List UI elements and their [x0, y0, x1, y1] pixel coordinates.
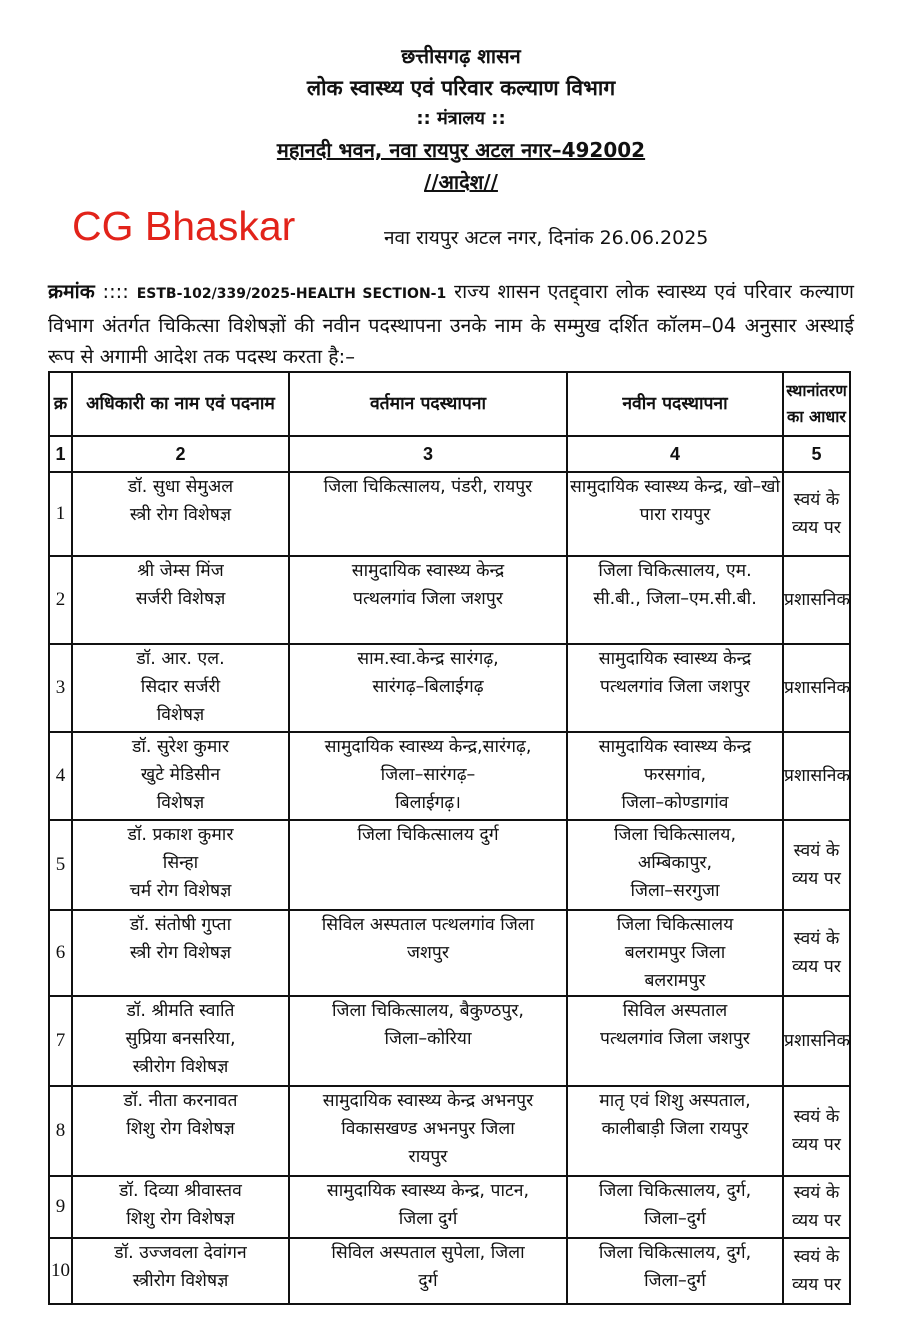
transfer-basis: स्वयं के व्यय पर [783, 1086, 850, 1176]
row-serial-number: 8 [49, 1086, 72, 1176]
current-posting: साम.स्वा.केन्द्र सारंगढ़, सारंगढ़–बिलाईगढ़ [289, 644, 567, 732]
transfer-basis: स्वयं के व्यय पर [783, 910, 850, 996]
current-posting: जिला चिकित्सालय, पंडरी, रायपुर [289, 472, 567, 556]
current-posting: सामुदायिक स्वास्थ्य केन्द्र, पाटन, जिला दुर्ग [289, 1176, 567, 1238]
transfer-basis: प्रशासनिक [783, 556, 850, 644]
watermark-brand: CG Bhaskar [72, 203, 296, 249]
row-serial-number: 5 [49, 820, 72, 910]
new-posting: सामुदायिक स्वास्थ्य केन्द्र पत्थलगांव जिला जशपुर [567, 644, 783, 732]
transfer-basis: प्रशासनिक [783, 996, 850, 1086]
table-row [49, 732, 850, 820]
colnum-1: 1 [49, 436, 72, 472]
current-posting: सिविल अस्पताल सुपेला, जिला दुर्ग [289, 1238, 567, 1304]
colnum-3: 3 [289, 436, 567, 472]
transfer-basis: प्रशासनिक [783, 732, 850, 820]
place-date: नवा रायपुर अटल नगर, दिनांक 26.06.2025 [384, 227, 709, 249]
row-serial-number: 4 [49, 732, 72, 820]
new-posting: जिला चिकित्सालय बलरामपुर जिला बलरामपुर [567, 910, 783, 996]
ministry-title: :: मंत्रालय :: [416, 108, 506, 129]
officer-name-designation: डॉ. सुरेश कुमार खुटे मेडिसीन विशेषज्ञ [72, 732, 289, 820]
row-serial-number: 7 [49, 996, 72, 1086]
row-serial-number: 10 [49, 1238, 72, 1304]
header-transfer-basis: स्थानांतरण का आधार [783, 372, 850, 436]
row-serial-number: 3 [49, 644, 72, 732]
current-posting: सामुदायिक स्वास्थ्य केन्द्र अभनपुर विकासखण्ड अभनपुर जिला रायपुर [289, 1086, 567, 1176]
current-posting: जिला चिकित्सालय, बैकुण्ठपुर, जिला–कोरिया [289, 996, 567, 1086]
current-posting: सामुदायिक स्वास्थ्य केन्द्र पत्थलगांव जिला जशपुर [289, 556, 567, 644]
table-row [49, 472, 850, 556]
officer-name-designation: श्री जेम्स मिंज सर्जरी विशेषज्ञ [72, 556, 289, 644]
new-posting: सिविल अस्पताल पत्थलगांव जिला जशपुर [567, 996, 783, 1086]
header-sn: क्र [49, 372, 72, 436]
header-new-posting: नवीन पदस्थापना [567, 372, 783, 436]
colnum-5: 5 [783, 436, 850, 472]
table-header-row [49, 372, 850, 436]
transfer-table [48, 371, 851, 1305]
table-body [49, 472, 850, 1304]
officer-name-designation: डॉ. प्रकाश कुमार सिन्हा चर्म रोग विशेषज्ञ [72, 820, 289, 910]
new-posting: जिला चिकित्सालय, दुर्ग, जिला–दुर्ग [567, 1238, 783, 1304]
row-serial-number: 2 [49, 556, 72, 644]
new-posting: जिला चिकित्सालय, दुर्ग, जिला–दुर्ग [567, 1176, 783, 1238]
order-text: राज्य शासन एतद्द्वारा लोक स्वास्थ्य एवं परिवार कल्याण विभाग अंतर्गत चिकित्सा विशेषज्ञों की नवीन पदस्थापना उनके नाम के सम्मुख दर्शित कॉलम–04 अनुसार अस्थाई रूप से अगामी आदेश तक पदस्थ करता है:– [48, 280, 854, 368]
table-row [49, 644, 850, 732]
table-row [49, 910, 850, 996]
transfer-basis: स्वयं के व्यय पर [783, 1238, 850, 1304]
new-posting: सामुदायिक स्वास्थ्य केन्द्र फरसगांव, जिला–कोण्डागांव [567, 732, 783, 820]
officer-name-designation: डॉ. उज्जवला देवांगन स्त्रीरोग विशेषज्ञ [72, 1238, 289, 1304]
order-heading: //आदेश// [424, 170, 498, 194]
transfer-basis: प्रशासनिक [783, 644, 850, 732]
header-current-posting: वर्तमान पदस्थापना [289, 372, 567, 436]
column-number-row [49, 436, 850, 472]
new-posting: सामुदायिक स्वास्थ्य केन्द्र, खो–खो पारा रायपुर [567, 472, 783, 556]
order-paragraph [48, 276, 854, 372]
new-posting: मातृ एवं शिशु अस्पताल, कालीबाड़ी जिला रायपुर [567, 1086, 783, 1176]
transfer-basis: स्वयं के व्यय पर [783, 472, 850, 556]
order-number: ESTB-102/339/2025-HEALTH SECTION-1 [136, 286, 447, 302]
transfer-basis: स्वयं के व्यय पर [783, 1176, 850, 1238]
row-serial-number: 9 [49, 1176, 72, 1238]
table-row [49, 820, 850, 910]
department-title: लोक स्वास्थ्य एवं परिवार कल्याण विभाग [306, 76, 616, 100]
colnum-2: 2 [72, 436, 289, 472]
govt-title: छत्तीसगढ़ शासन [401, 44, 521, 68]
officer-name-designation: डॉ. संतोषी गुप्ता स्त्री रोग विशेषज्ञ [72, 910, 289, 996]
officer-name-designation: डॉ. श्रीमति स्वाति सुप्रिया बनसरिया, स्त्रीरोग विशेषज्ञ [72, 996, 289, 1086]
new-posting: जिला चिकित्सालय, अम्बिकापुर, जिला–सरगुजा [567, 820, 783, 910]
officer-name-designation: डॉ. नीता करनावत शिशु रोग विशेषज्ञ [72, 1086, 289, 1176]
table-row [49, 1238, 850, 1304]
colnum-4: 4 [567, 436, 783, 472]
table-row [49, 1176, 850, 1238]
current-posting: सिविल अस्पताल पत्थलगांव जिला जशपुर [289, 910, 567, 996]
office-address: महानदी भवन, नवा रायपुर अटल नगर–492002 [276, 138, 646, 162]
row-serial-number: 6 [49, 910, 72, 996]
officer-name-designation: डॉ. सुधा सेमुअल स्त्री रोग विशेषज्ञ [72, 472, 289, 556]
table-row [49, 556, 850, 644]
order-number-separator: :::: [94, 280, 137, 303]
current-posting: सामुदायिक स्वास्थ्य केन्द्र,सारंगढ़, जिला–सारंगढ़– बिलाईगढ़। [289, 732, 567, 820]
current-posting: जिला चिकित्सालय दुर्ग [289, 820, 567, 910]
transfer-basis: स्वयं के व्यय पर [783, 820, 850, 910]
table-row [49, 996, 850, 1086]
officer-name-designation: डॉ. आर. एल. सिदार सर्जरी विशेषज्ञ [72, 644, 289, 732]
officer-name-designation: डॉ. दिव्या श्रीवास्तव शिशु रोग विशेषज्ञ [72, 1176, 289, 1238]
row-serial-number: 1 [49, 472, 72, 556]
header-officer: अधिकारी का नाम एवं पदनाम [72, 372, 289, 436]
table-row [49, 1086, 850, 1176]
new-posting: जिला चिकित्सालय, एम. सी.बी., जिला–एम.सी.बी. [567, 556, 783, 644]
order-number-label: क्रमांक [48, 280, 95, 303]
